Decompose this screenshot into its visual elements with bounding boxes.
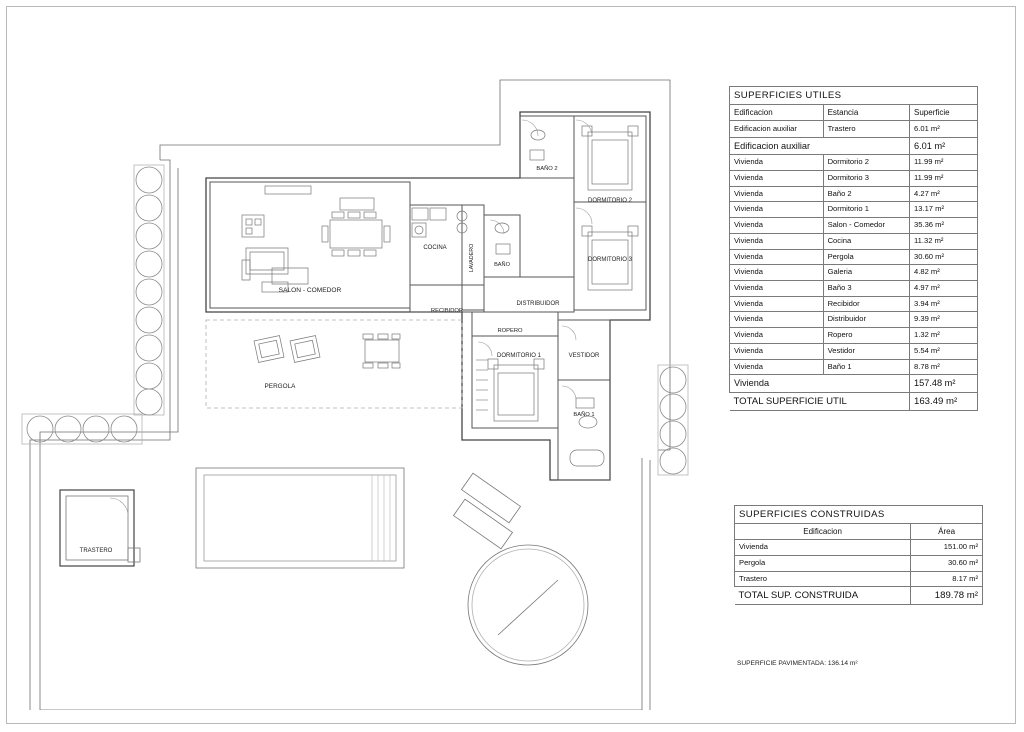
total-utiles-label: TOTAL SUPERFICIE UTIL xyxy=(730,392,910,410)
cell-edificacion: Vivienda xyxy=(730,249,824,265)
cell-superficie: 11.32 m² xyxy=(910,233,978,249)
label-trastero: TRASTERO xyxy=(79,548,113,554)
utiles-header-edificacion: Edificacion xyxy=(730,105,824,121)
table-row xyxy=(735,571,983,587)
cell-superficie: 9.39 m² xyxy=(910,312,978,328)
trastero-building xyxy=(60,490,140,566)
label-recibidor: RECIBIDOR xyxy=(430,308,464,314)
house-outline xyxy=(206,112,650,480)
total-utiles-value: 163.49 m² xyxy=(910,392,978,410)
label-bano2: BAÑO 2 xyxy=(536,166,558,172)
label-cocina: COCINA xyxy=(423,245,447,251)
superficies-construidas-table xyxy=(734,505,983,605)
cell-edificacion: Vivienda xyxy=(730,312,824,328)
cell-superficie: 11.99 m² xyxy=(910,171,978,187)
cell-edificacion: Vivienda xyxy=(730,171,824,187)
cell-superficie: 13.17 m² xyxy=(910,202,978,218)
furniture-cocina xyxy=(412,208,446,237)
total-construida-row xyxy=(735,587,983,605)
cell-estancia: Baño 3 xyxy=(823,281,909,297)
cell-estancia: Trastero xyxy=(823,121,909,137)
cell-edificacion: Vivienda xyxy=(730,186,824,202)
subtotal-vivienda-label: Vivienda xyxy=(730,375,910,393)
cell-edificacion: Vivienda xyxy=(730,218,824,234)
cell-estancia: Vestidor xyxy=(823,343,909,359)
subtotal-vivienda-value: 157.48 m² xyxy=(910,375,978,393)
round-patio xyxy=(454,473,588,665)
subtotal-auxiliar-value: 6.01 m² xyxy=(910,137,978,155)
cell-superficie: 1.32 m² xyxy=(910,328,978,344)
cell-area: 151.00 m² xyxy=(911,540,983,556)
table-row xyxy=(730,171,978,187)
table-row xyxy=(735,555,983,571)
table-row xyxy=(730,328,978,344)
cell-edificacion: Vivienda xyxy=(730,328,824,344)
superficies-utiles-table xyxy=(729,86,978,411)
furniture-salon xyxy=(242,186,390,292)
cell-estancia: Galeria xyxy=(823,265,909,281)
construidas-title-row xyxy=(735,506,983,524)
cell-superficie: 35.36 m² xyxy=(910,218,978,234)
utiles-title: SUPERFICIES UTILES xyxy=(730,87,978,105)
label-bano: BAÑO xyxy=(494,262,510,268)
table-row xyxy=(730,233,978,249)
total-construida-value: 189.78 m² xyxy=(911,587,983,605)
construidas-header-edificacion: Edificacion xyxy=(735,524,911,540)
subtotal-vivienda-row xyxy=(730,375,978,393)
label-salon: SALON - COMEDOR xyxy=(278,287,342,294)
label-dormitorio2: DORMITORIO 2 xyxy=(588,198,632,204)
table-row xyxy=(730,359,978,375)
label-dormitorio3: DORMITORIO 3 xyxy=(588,257,632,263)
table-row xyxy=(730,296,978,312)
utiles-header-row xyxy=(730,105,978,121)
label-distribuidor: DISTRIBUIDOR xyxy=(516,301,560,307)
subtotal-auxiliar-row xyxy=(730,137,978,155)
cell-superficie: 6.01 m² xyxy=(910,121,978,137)
cell-superficie: 30.60 m² xyxy=(910,249,978,265)
total-construida-label: TOTAL SUP. CONSTRUIDA xyxy=(735,587,911,605)
cell-estancia: Dormitorio 3 xyxy=(823,171,909,187)
cell-edificacion: Vivienda xyxy=(730,359,824,375)
cell-superficie: 4.97 m² xyxy=(910,281,978,297)
cell-estancia: Pergola xyxy=(823,249,909,265)
cell-edificacion: Vivienda xyxy=(730,265,824,281)
table-row xyxy=(730,186,978,202)
table-row xyxy=(730,312,978,328)
cell-edificacion: Vivienda xyxy=(730,343,824,359)
cell-edificacion: Vivienda xyxy=(730,296,824,312)
total-utiles-row xyxy=(730,392,978,410)
construidas-header-row xyxy=(735,524,983,540)
table-row xyxy=(735,540,983,556)
cell-estancia: Recibidor xyxy=(823,296,909,312)
cell-superficie: 4.82 m² xyxy=(910,265,978,281)
label-dormitorio1: DORMITORIO 1 xyxy=(497,353,541,359)
table-row xyxy=(730,121,978,137)
cell-edificacion: Vivienda xyxy=(730,202,824,218)
cell-estancia: Dormitorio 1 xyxy=(823,202,909,218)
cell-edificacion: Pergola xyxy=(735,555,911,571)
cell-edificacion: Vivienda xyxy=(735,540,911,556)
subtotal-auxiliar-label: Edificacion auxiliar xyxy=(730,137,910,155)
cell-edificacion: Vivienda xyxy=(730,233,824,249)
cell-estancia: Dormitorio 2 xyxy=(823,155,909,171)
label-bano1: BAÑO 1 xyxy=(573,412,595,418)
floor-plan xyxy=(10,20,710,710)
label-vestidor: VESTIDOR xyxy=(568,353,600,359)
cell-edificacion: Trastero xyxy=(735,571,911,587)
label-ropero: ROPERO xyxy=(497,328,523,334)
utiles-title-row xyxy=(730,87,978,105)
cell-edificacion: Vivienda xyxy=(730,281,824,297)
table-row xyxy=(730,249,978,265)
table-row xyxy=(730,265,978,281)
pergola-area xyxy=(206,320,462,408)
swimming-pool xyxy=(196,468,404,568)
cell-superficie: 4.27 m² xyxy=(910,186,978,202)
cell-edificacion: Edificacion auxiliar xyxy=(730,121,824,137)
table-row xyxy=(730,281,978,297)
cell-estancia: Cocina xyxy=(823,233,909,249)
table-row xyxy=(730,218,978,234)
cell-estancia: Salon - Comedor xyxy=(823,218,909,234)
table-row xyxy=(730,155,978,171)
construidas-title: SUPERFICIES CONSTRUIDAS xyxy=(735,506,983,524)
cell-area: 8.17 m² xyxy=(911,571,983,587)
cell-superficie: 5.54 m² xyxy=(910,343,978,359)
cell-estancia: Ropero xyxy=(823,328,909,344)
cell-superficie: 11.99 m² xyxy=(910,155,978,171)
cell-superficie: 3.94 m² xyxy=(910,296,978,312)
label-pergola: PERGOLA xyxy=(264,383,296,390)
cell-estancia: Distribuidor xyxy=(823,312,909,328)
construidas-header-area: Área xyxy=(911,524,983,540)
cell-area: 30.60 m² xyxy=(911,555,983,571)
vegetation-right xyxy=(658,365,688,475)
cell-estancia: Baño 2 xyxy=(823,186,909,202)
utiles-header-estancia: Estancia xyxy=(823,105,909,121)
table-row xyxy=(730,202,978,218)
cell-edificacion: Vivienda xyxy=(730,155,824,171)
utiles-header-superficie: Superficie xyxy=(910,105,978,121)
cell-superficie: 8.78 m² xyxy=(910,359,978,375)
pavimentada-note: SUPERFICIE PAVIMENTADA: 136.14 m² xyxy=(737,660,858,667)
cell-estancia: Baño 1 xyxy=(823,359,909,375)
vegetation-left xyxy=(134,165,164,415)
table-row xyxy=(730,343,978,359)
label-lavadero: LAVADERO xyxy=(469,243,475,273)
